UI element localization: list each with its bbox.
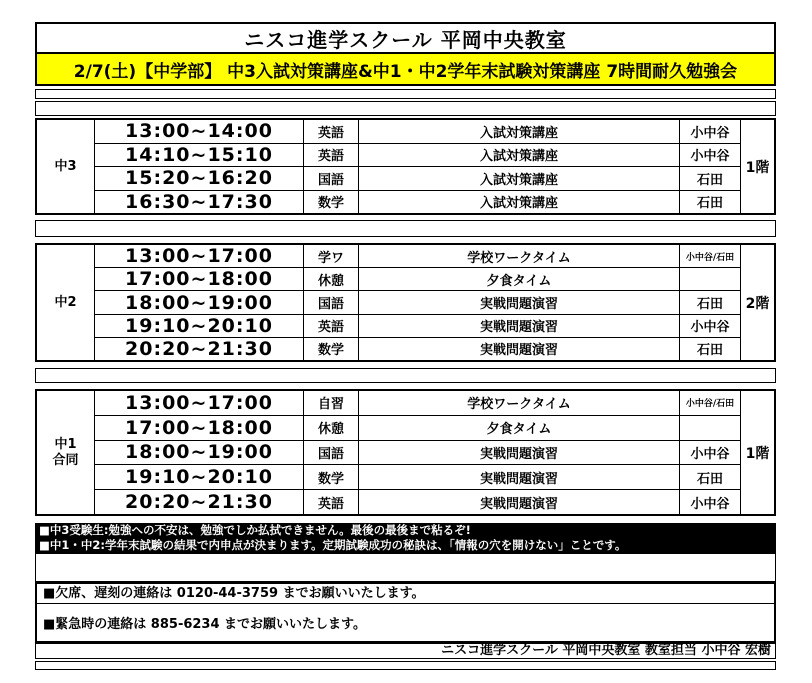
schedule-row [95, 315, 740, 338]
teacher-cell: 小中谷 [690, 149, 730, 165]
schedule-row [95, 144, 740, 168]
teacher-cell: 石田 [696, 297, 723, 312]
schedule-row [95, 490, 740, 514]
content-cell: 入試対策講座 [359, 191, 680, 214]
schedule-row [95, 291, 740, 314]
time-cell: 20:20~21:30 [95, 490, 304, 514]
teacher-cell: 石田 [696, 196, 723, 212]
bottom-spacer-row [35, 661, 776, 670]
content-cell: 学校ワークタイム [359, 245, 680, 267]
content-cell: 夕食タイム [359, 416, 680, 440]
teacher-cell: 小中谷/石田 [685, 399, 735, 410]
schedule-rows [95, 391, 740, 514]
subject-cell: 数学 [304, 338, 359, 360]
teacher-cell: 小中谷 [690, 320, 730, 336]
subject-cell: 数学 [304, 465, 359, 489]
schedule-rows [95, 245, 740, 360]
schedule-row [95, 268, 740, 291]
notes-banner [35, 523, 776, 553]
schedule-table-chu2 [35, 243, 776, 362]
grade-line: 中3 [54, 158, 77, 174]
grade-label [37, 120, 95, 213]
subject-cell: 国語 [304, 167, 359, 190]
time-cell: 17:00~18:00 [95, 416, 304, 440]
teacher-cell: 石田 [696, 471, 723, 487]
content-cell: 入試対策講座 [359, 144, 680, 167]
teacher-cell: 石田 [696, 343, 723, 359]
content-cell: 入試対策講座 [359, 167, 680, 190]
time-cell: 19:10~20:10 [95, 465, 304, 489]
schedule-row [95, 167, 740, 191]
content-cell: 入試対策講座 [359, 120, 680, 143]
teacher-cell: 小中谷 [690, 125, 730, 141]
event-banner: 2/7(土)【中学部】 中3入試対策講座&中1・中2学年末試験対策講座 7時間耐久勉強会 [35, 54, 776, 86]
content-cell: 実戦問題演習 [359, 338, 680, 360]
time-cell: 15:20~16:20 [95, 167, 304, 190]
time-cell: 16:30~17:30 [95, 191, 304, 214]
spacer-row [35, 368, 776, 383]
spacer-row [35, 101, 776, 116]
time-cell: 18:00~19:00 [95, 291, 304, 313]
content-cell: 学校ワークタイム [359, 391, 680, 415]
time-cell: 13:00~14:00 [95, 120, 304, 143]
schedule-table-chu3 [35, 118, 776, 215]
spacer-row [35, 89, 776, 99]
subject-cell: 英語 [304, 144, 359, 167]
schedule-row [95, 441, 740, 466]
subject-cell: 英語 [304, 315, 359, 337]
content-cell: 実戦問題演習 [359, 315, 680, 337]
teacher-cell: 石田 [696, 172, 723, 188]
subject-cell: 英語 [304, 120, 359, 143]
contact-row-absence: ■欠席、遅刻の連絡は 0120-44-3759 までお願いいたします。 [37, 584, 774, 604]
content-cell: 夕食タイム [359, 268, 680, 290]
grade-line: 中1 [54, 436, 77, 452]
schedule-rows [95, 120, 740, 213]
content-cell: 実戦問題演習 [359, 490, 680, 514]
contact-box [35, 582, 776, 643]
subject-cell: 英語 [304, 490, 359, 514]
grade-line: 中2 [54, 294, 77, 310]
subject-cell: 国語 [304, 441, 359, 465]
subject-cell: 休憩 [304, 416, 359, 440]
subject-cell: 国語 [304, 291, 359, 313]
note-line-chu1-chu2: ■中1・中2:学年末試験の結果で内申点が決まります。定期試験成功の秘訣は、「情報の穴を開けない」ことです。 [39, 538, 627, 552]
grade-line: 合同 [52, 452, 79, 468]
subject-cell: 数学 [304, 191, 359, 214]
teacher-cell [680, 268, 740, 290]
contact-row-emergency: ■緊急時の連絡は 885-6234 までお願いいたします。 [43, 617, 367, 632]
spacer-row [35, 553, 776, 582]
grade-label [37, 245, 95, 360]
time-cell: 17:00~18:00 [95, 268, 304, 290]
schedule-table-chu1 [35, 389, 776, 516]
schedule-row [95, 120, 740, 144]
teacher-cell: 小中谷 [690, 446, 730, 462]
schedule-row [95, 391, 740, 416]
footer-signature: ニスコ進学スクール 平岡中央教室 教室担当 小中谷 宏樹 [35, 643, 776, 659]
subject-cell: 自習 [304, 391, 359, 415]
subject-cell: 休憩 [304, 268, 359, 290]
time-cell: 18:00~19:00 [95, 441, 304, 465]
content-cell: 実戦問題演習 [359, 465, 680, 489]
teacher-cell [680, 416, 740, 440]
grade-label [37, 391, 95, 514]
time-cell: 13:00~17:00 [95, 245, 304, 267]
teacher-cell: 小中谷/石田 [685, 252, 735, 263]
content-cell: 実戦問題演習 [359, 291, 680, 313]
spacer-row [35, 220, 776, 237]
time-cell: 13:00~17:00 [95, 391, 304, 415]
note-line-chu3: ■中3受験生:勉強への不安は、勉強でしか払拭できません。最後の最後まで粘るぞ! [39, 523, 471, 537]
subject-cell: 学ワ [304, 245, 359, 267]
teacher-cell: 小中谷 [690, 496, 730, 512]
schedule-row [95, 465, 740, 490]
schedule-row [95, 416, 740, 441]
schedule-row [95, 191, 740, 214]
page-title: ニスコ進学スクール 平岡中央教室 [35, 22, 776, 54]
time-cell: 14:10~15:10 [95, 144, 304, 167]
schedule-row [95, 338, 740, 360]
floor-label: 1階 [740, 391, 774, 514]
schedule-row [95, 245, 740, 268]
content-cell: 実戦問題演習 [359, 441, 680, 465]
floor-label: 1階 [740, 120, 774, 213]
floor-label: 2階 [740, 245, 774, 360]
time-cell: 20:20~21:30 [95, 338, 304, 360]
time-cell: 19:10~20:10 [95, 315, 304, 337]
